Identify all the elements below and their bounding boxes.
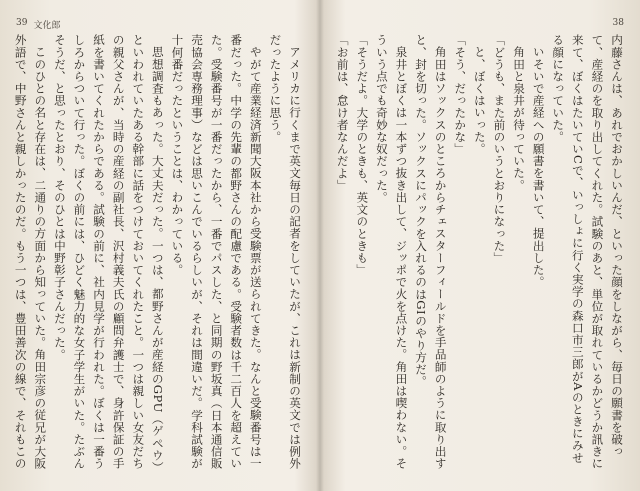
left-page-text: [14, 34, 304, 472]
dialogue-line: 「どうも、また前のいうとおりになった」: [492, 34, 507, 264]
paragraph: いそいで産経への願書を書いて、提出した。: [531, 45, 546, 288]
paragraph: 角田と泉井が待っていた。: [512, 45, 527, 191]
paragraph: 角田はソックスのところからチェスターフィールドを手品師のように取り出すと、封を切った。ソックスにパックを入れるのはGIのやり方だ。: [414, 34, 448, 470]
paragraph: 思想調査もあった。大丈夫だった。一つは、都野さんが産経のGPU（ゲペウ）といわれていたある幹部に話をつけておいてくれたこと。一つは親しい女友だちの親父さんが、当時の産経の副社長、沢村義夫氏の顧問弁護士で、身許保証の手紙を書いてくれたからである。試験の前に、社内見学が行われた。ぼくは一番うしろからついて行った。ぼくの前には、ひどく魅力的な女子学生がいた。たぶんそうだ、と思ったとおり、そのひとは中野彰子さんだった。: [52, 34, 165, 470]
book-gutter: [316, 0, 324, 491]
page-number: 38: [612, 18, 624, 28]
paragraph: 内藤さんは、あれでおかしいんだ、といった顔をしながら、毎日の願書を破って、産経のを取り出してくれた。試験のあと、単位が取れているかどうか訊きに来て、ぼくはたいていCで、いっしょに行く実学の森口市三郎がAのときにみせる顔になっていた。: [551, 34, 624, 470]
paragraph: やがて産業経済新聞大阪本社から受験票が送られてきた。なんと受験番号は一番だった。中学の先輩の都野さんの配慮である。受験者数は千二百人を超えていた。受験番号が一番だったから、一番でパスした、と同期の野坂真（日本通信販売協会専務理事）などは思いこんでいるらしいが、それは間違いだ。学科試験が十何番だったということは、わかっている。: [170, 34, 263, 470]
paragraph: と、ぼくはいった。: [472, 45, 487, 155]
page-number: 39: [16, 18, 28, 28]
dialogue-line: 「お前は、怠け者なんだよ」: [336, 34, 350, 192]
paragraph: 泉井とぼくは一本ずつ抜き出して、ジッポで火を点けた。角田は喫わない。そういう点でも奇妙な奴だった。: [374, 34, 409, 470]
paragraph: アメリカに行くまで英文毎日の記者をしていたが、これは新制の英文では例外だったように思う。: [268, 34, 302, 470]
dialogue-line: 「そうだよ。大学のときも、英文のときも」: [355, 34, 370, 276]
left-page-header: [16, 18, 60, 31]
left-page: [10, 12, 308, 478]
paragraph: このひとの名と存在は、二通りの方面から知っていた。角田宗彦の従兄が大阪外語で、中野さんと親しかったのだ。もう一つは、豊田善次の線で、それもこの: [14, 34, 48, 470]
right-page-text: [336, 34, 626, 472]
running-head: 文化郎: [33, 21, 61, 31]
dialogue-line: 「そう、だったかな」: [453, 34, 468, 155]
right-page: [332, 12, 630, 478]
right-page-header: [613, 18, 624, 28]
